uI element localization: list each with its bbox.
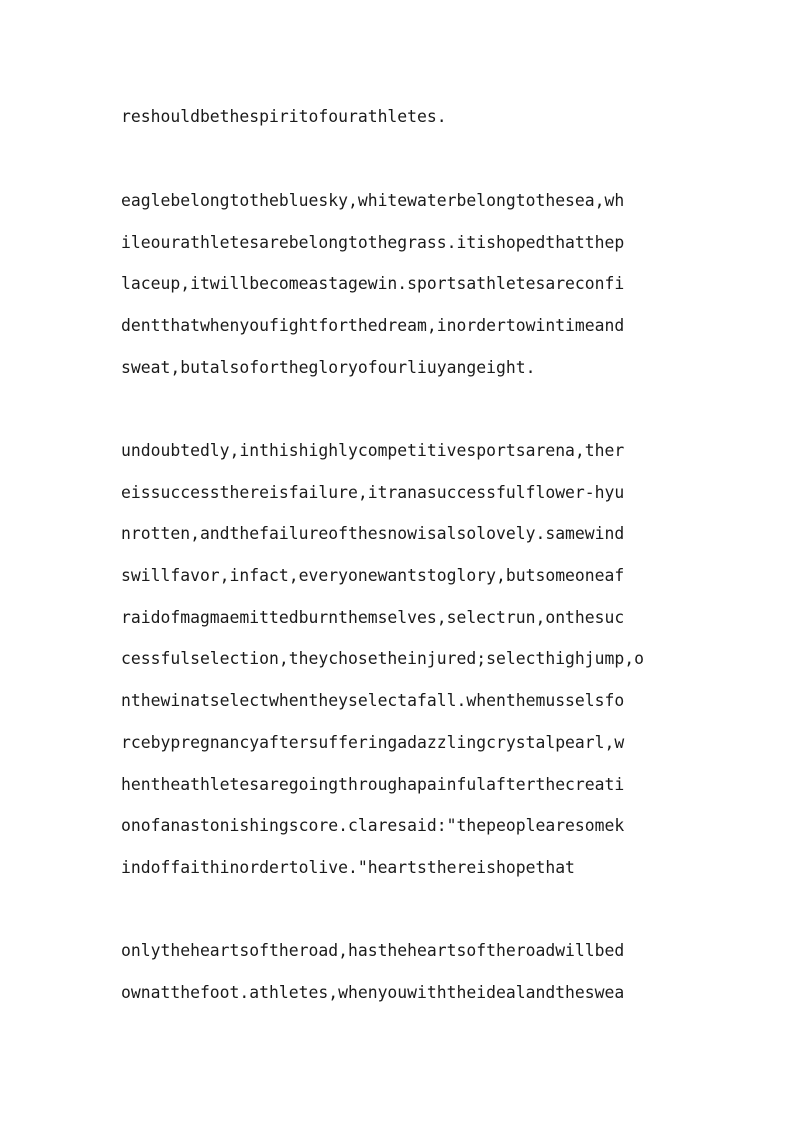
text-line: indoffaithinordertolive."heartsthereishopethat [121,857,575,877]
text-line: reshouldbethespiritofourathletes. [121,107,447,126]
text-line: eissuccessthereisfailure,itranasuccessfulflower-hyu [121,482,625,502]
text-line: onofanastonishingscore.claresaid:"thepeoplearesomek [121,816,625,836]
text-line: cessfulselection,theychosetheinjured;selecthighjump,o [121,649,645,669]
text-line: ileourathletesarebelongtothegrass.itishopedthatthep [121,232,625,252]
paragraph-1 [121,96,681,138]
paragraph-3 [121,430,681,889]
text-line: nthewinatselectwhentheyselectafall.whenthemusselsfo [121,691,625,711]
text-line: undoubtedly,inthishighlycompetitivesportsarena,ther [121,441,625,460]
text-line: ownatthefoot.athletes,whenyouwiththeidealandtheswea [121,982,625,1002]
paragraph-4 [121,930,681,1013]
text-line: raidofmagmaemittedburnthemselves,selectrun,onthesuc [121,607,625,627]
text-line: rcebypregnancyaftersufferingadazzlingcrystalpearl,w [121,732,625,752]
text-line: hentheathletesaregoingthroughapainfulafterthecreati [121,774,625,794]
paragraph-2 [121,180,681,388]
text-line: onlytheheartsoftheroad,hastheheartsoftheroadwillbed [121,941,625,960]
text-line: sweat,butalsoforthegloryofourliuyangeight. [121,357,536,377]
text-line: swillfavor,infact,everyonewantstoglory,butsomeoneaf [121,566,625,586]
text-line: laceup,itwillbecomeastagewin.sportsathletesareconfi [121,274,625,294]
text-line: nrotten,andthefailureofthesnowisalsolovely.samewind [121,524,625,544]
text-line: dentthatwhenyoufightforthedream,inordertowintimeand [121,316,625,336]
text-line: eaglebelongtothebluesky,whitewaterbelongtothesea,wh [121,191,625,210]
